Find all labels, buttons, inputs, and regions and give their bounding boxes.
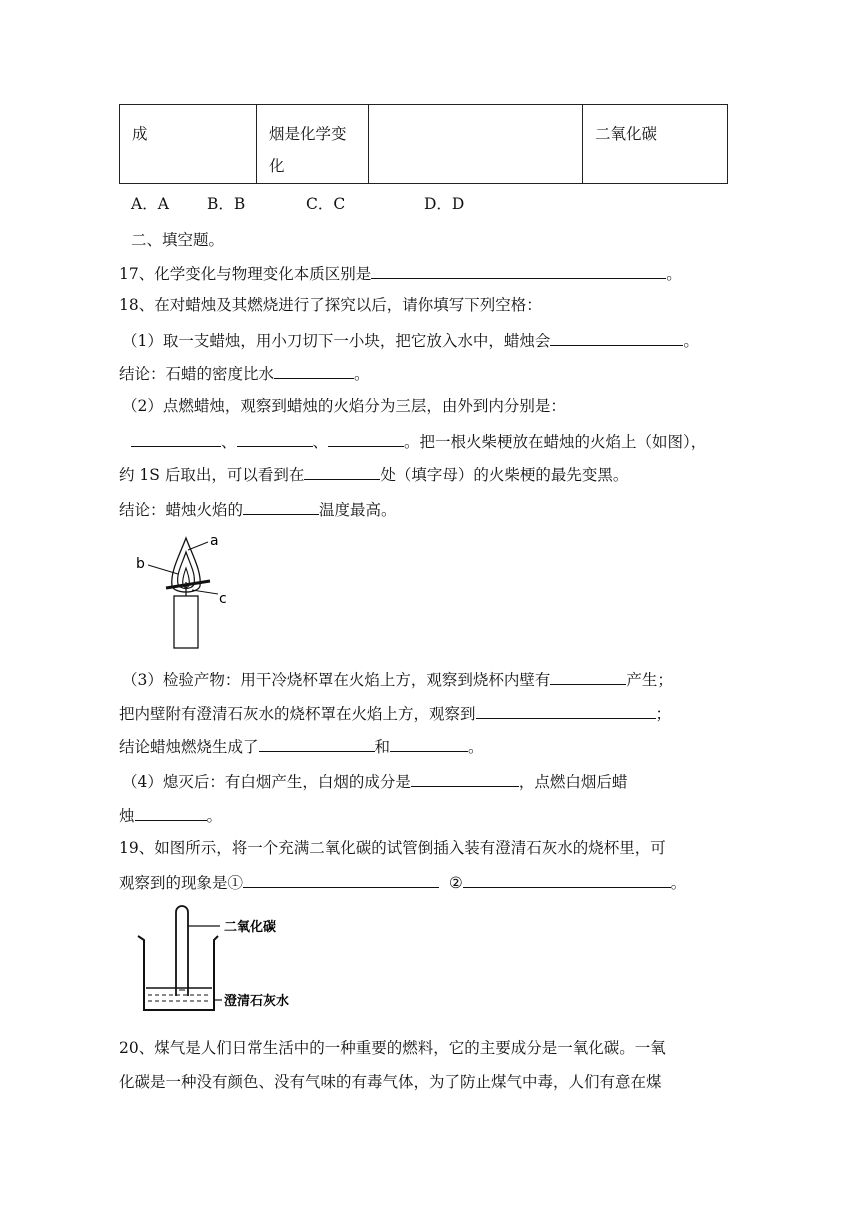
question-17: [119, 260, 682, 284]
answer-blank[interactable]: [550, 327, 683, 346]
q18-p1-text: （1）取一支蜡烛，用小刀切下一小块，把它放入水中，蜡烛会: [122, 332, 551, 350]
q18-part3: [122, 666, 673, 690]
option-b: B．B: [207, 195, 246, 213]
leader-a: [188, 542, 208, 550]
q18-p2c-text: 约 1S 后取出，可以看到在: [119, 466, 305, 484]
candle-flame-figure: [130, 530, 240, 652]
label-c: c: [219, 591, 227, 607]
q18-part2-blanks: [131, 428, 706, 452]
q18-c2-end: 温度最高。: [319, 501, 397, 519]
answer-blank[interactable]: [463, 869, 671, 888]
answer-blank[interactable]: [274, 360, 354, 379]
q18-part2: （2）点燃蜡烛，观察到蜡烛的火焰分为三层，由外到内分别是：: [122, 397, 566, 415]
q19-end: 。: [670, 874, 687, 892]
q18-part2c: [119, 461, 628, 485]
q18-p3c-mid: 和: [374, 738, 391, 756]
q17-end: 。: [666, 265, 682, 283]
q18-part3b: [119, 700, 671, 724]
q18-intro: 18、在对蜡烛及其燃烧进行了探究以后，请你填写下列空格：: [119, 296, 542, 314]
label-limewater: 澄清石灰水: [224, 994, 290, 1009]
table-cell: [257, 105, 369, 184]
q18-c1-text: 结论：石蜡的密度比水: [119, 365, 275, 383]
option-d: D．D: [424, 195, 465, 213]
answer-blank[interactable]: [131, 428, 221, 447]
answer-table: [119, 104, 728, 184]
q18-p3b-text: 把内壁附有澄清石灰水的烧杯罩在火焰上方，观察到: [119, 705, 476, 723]
leader-c: [192, 590, 218, 594]
candle-body: [174, 596, 198, 648]
q18-p3-end: 产生；: [626, 671, 673, 689]
option-c: C．C: [306, 195, 346, 213]
q18-p4-end: ，点燃白烟后蜡: [518, 773, 628, 791]
separator: 、: [221, 433, 237, 451]
answer-blank[interactable]: [243, 496, 319, 515]
q19-line2-text: 观察到的现象是①: [119, 874, 244, 892]
q18-p4b-text: 烛: [119, 807, 135, 825]
answer-blank[interactable]: [550, 666, 626, 685]
q18-conclusion2: [119, 496, 397, 520]
q20-line2: 化碳是一种没有颜色、没有气味的有毒气体，为了防止煤气中毒，人们有意在煤: [119, 1073, 662, 1091]
q18-p3c-end: 。: [468, 738, 484, 756]
test-tube: [176, 906, 188, 996]
answer-blank[interactable]: [304, 461, 380, 480]
q18-conclusion1: [119, 360, 370, 384]
cell-text: 化: [269, 157, 285, 175]
answer-blank[interactable]: [135, 802, 207, 821]
q18-p4-text: （4）熄灭后：有白烟产生，白烟的成分是: [122, 773, 411, 791]
q18-part4: [122, 768, 627, 792]
cell-text: 烟是化学变: [269, 125, 347, 143]
answer-blank[interactable]: [328, 428, 404, 447]
q19-mark2: ②: [448, 874, 463, 892]
answer-blank[interactable]: [371, 260, 666, 279]
q18-part3c: [119, 733, 484, 757]
q18-p1-end: 。: [683, 332, 699, 350]
table-row: [120, 105, 728, 184]
q18-part1: [122, 327, 699, 351]
beaker: [138, 936, 218, 1010]
answer-blank[interactable]: [390, 733, 468, 752]
table-cell: 成: [120, 105, 257, 184]
q18-p4b-end: 。: [206, 807, 223, 825]
q19-line2: [119, 869, 686, 893]
label-co2: 二氧化碳: [224, 920, 277, 935]
answer-blank[interactable]: [411, 768, 519, 787]
answer-blank[interactable]: [243, 869, 439, 888]
q18-p3b-end: ；: [655, 705, 672, 723]
label-a: a: [210, 533, 219, 549]
q18-c1-end: 。: [354, 365, 370, 383]
q17-text: 17、化学变化与物理变化本质区别是: [119, 265, 372, 283]
q18-p3-text: （3）检验产物：用干冷烧杯罩在火焰上方，观察到烧杯内壁有: [122, 671, 551, 689]
q18-p2b-text: 。把一根火柴梗放在蜡烛的火焰上（如图），: [404, 433, 707, 451]
answer-blank[interactable]: [476, 700, 656, 719]
q18-c2-text: 结论：蜡烛火焰的: [119, 501, 244, 519]
q18-p2c-end: 处（填字母）的火柴梗的最先变黑。: [380, 466, 629, 484]
q18-part4b: [119, 802, 222, 826]
q18-p3c-text: 结论蜡烛燃烧生成了: [119, 738, 259, 756]
answer-blank[interactable]: [259, 733, 375, 752]
label-b: b: [136, 556, 145, 572]
table-cell: [369, 105, 583, 184]
q20-line1: 20、煤气是人们日常生活中的一种重要的燃料，它的主要成分是一氧化碳。一氧: [119, 1039, 666, 1057]
table-cell: 二氧化碳: [583, 105, 728, 184]
section-heading: 二、填空题。: [131, 231, 225, 249]
q19-line1: 19、如图所示，将一个充满二氧化碳的试管倒插入装有澄清石灰水的烧杯里，可: [119, 839, 666, 857]
beaker-co2-figure: [130, 900, 300, 1016]
separator: 、: [312, 433, 329, 451]
answer-blank[interactable]: [237, 428, 313, 447]
option-a: A．A: [131, 195, 169, 213]
